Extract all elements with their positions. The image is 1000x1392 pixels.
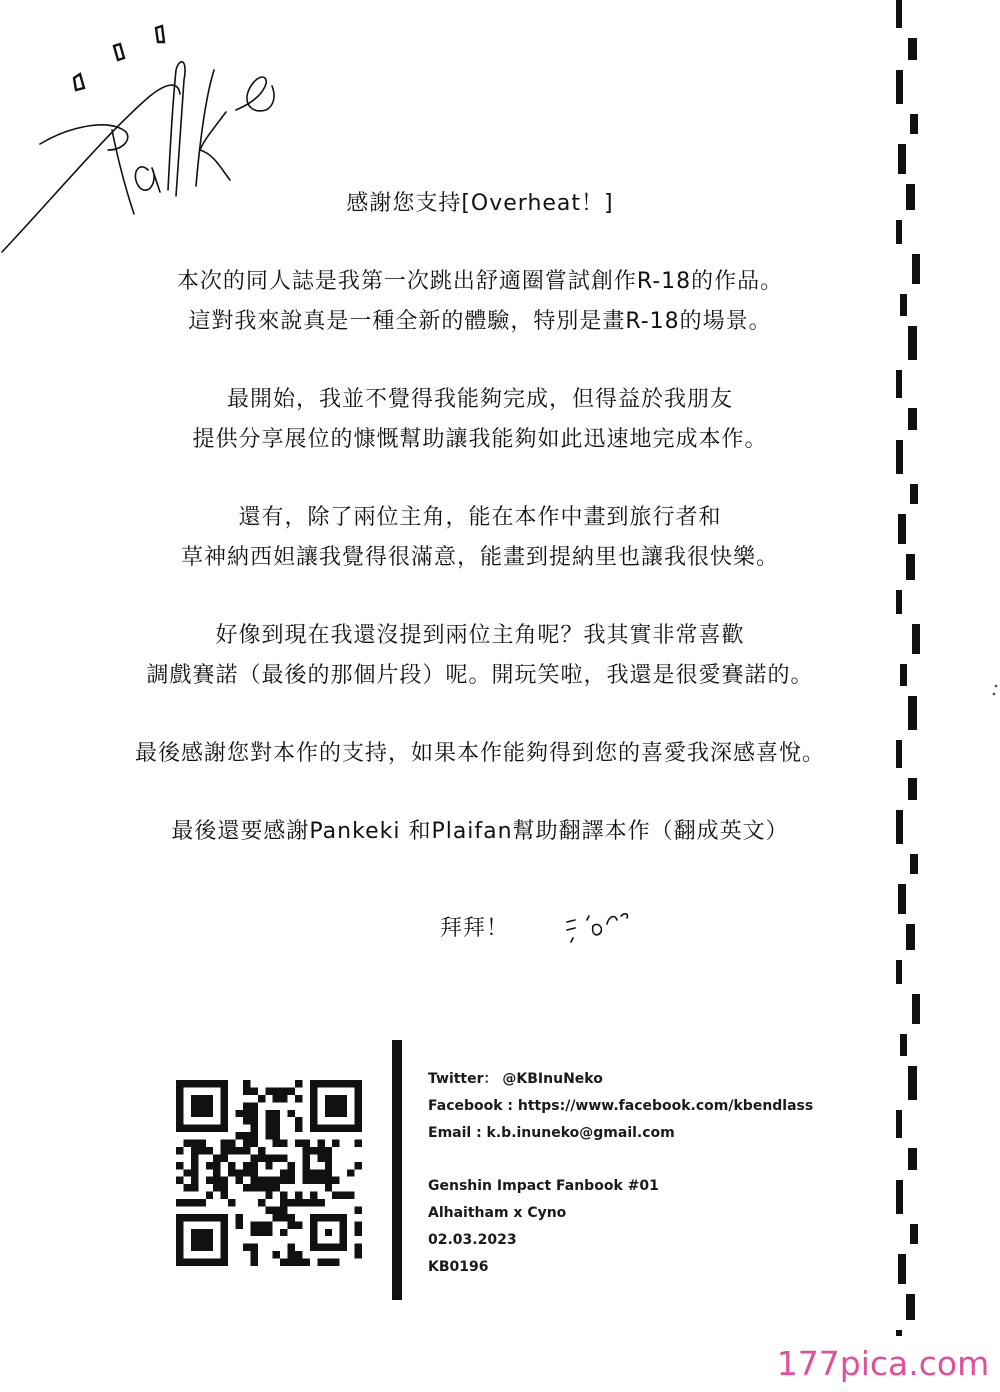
twitter-handle[interactable]: Twitter： @KBInuNeko	[428, 1071, 603, 1087]
book-date: 02.03.2023	[428, 1232, 517, 1248]
paragraph-4-line-2: 調戲賽諾（最後的那個片段）呢。開玩笑啦，我還是很愛賽諾的。	[146, 663, 814, 688]
afterword-message	[0, 184, 960, 852]
paragraph-2-line-1: 最開始，我並不覺得我能夠完成，但得益於我朋友	[226, 387, 733, 412]
qr-code-icon[interactable]	[176, 1080, 362, 1266]
site-watermark: 177pica.com	[766, 1336, 1000, 1392]
vertical-divider	[392, 1040, 402, 1300]
bye-text: 拜拜！	[440, 915, 510, 941]
paragraph-4-line-1: 好像到現在我還沒提到兩位主角呢？我其實非常喜歡	[215, 623, 745, 648]
paragraph-1-line-2: 這對我來說真是一種全新的體驗，特別是畫R-18的場景。	[188, 309, 772, 334]
thanks-line: 感謝您支持[Overheat！]	[346, 191, 614, 216]
book-pairing: Alhaitham x Cyno	[428, 1205, 567, 1221]
paragraph-2-line-2: 提供分享展位的慷慨幫助讓我能夠如此迅速地完成本作。	[192, 427, 768, 452]
paragraph-6: 最後還要感謝Pankeki 和Plaifan幫助翻譯本作（翻成英文）	[171, 819, 789, 844]
paragraph-1-line-1: 本次的同人誌是我第一次跳出舒適圈嘗試創作R-18的作品。	[176, 269, 784, 294]
paragraph-3-line-1: 還有，除了兩位主角，能在本作中畫到旅行者和	[238, 505, 722, 530]
paragraph-5: 最後感謝您對本作的支持，如果本作能夠得到您的喜愛我深感喜悅。	[134, 741, 825, 766]
paragraph-3-line-2: 草神納西妲讓我覺得很滿意，能畫到提納里也讓我很快樂。	[180, 545, 779, 570]
email-address[interactable]: Email : k.b.inuneko@gmail.com	[428, 1125, 675, 1141]
facebook-link[interactable]: Facebook : https://www.facebook.com/kbendlass	[428, 1098, 814, 1114]
edge-mark-icon	[988, 680, 1000, 700]
contact-info	[428, 1066, 813, 1281]
book-code: KB0196	[428, 1259, 489, 1275]
book-title: Genshin Impact Fanbook #01	[428, 1178, 659, 1194]
bye-row	[440, 906, 643, 946]
face-doodle-icon	[563, 906, 643, 946]
